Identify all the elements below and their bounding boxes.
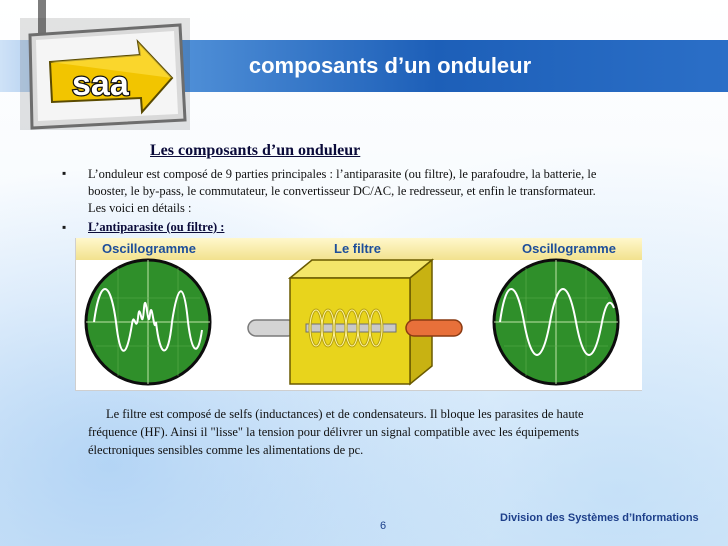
input-rod: [248, 320, 296, 336]
diagram-label-output: Oscillogramme: [522, 241, 616, 256]
output-rod: [406, 320, 462, 336]
diagram-label-input: Oscillogramme: [102, 241, 196, 256]
description-text: Le filtre est composé de selfs (inductances) et de condensateurs. Il bloque les parasites de haute: [106, 407, 584, 421]
logo-text: saa: [72, 65, 129, 103]
bullet-marker: [62, 166, 72, 176]
diagram-graphic: [76, 238, 642, 390]
subsection-heading: L’antiparasite (ou filtre) :: [88, 220, 225, 234]
intro-line: booster, le by-pass, le commutateur, le convertisseur DC/AC, le redresseur, et enfin le transformateur.: [88, 184, 596, 198]
section-heading: Les composants d’un onduleur: [150, 142, 361, 159]
diagram-label-filter: Le filtre: [334, 241, 381, 256]
filter-description: [88, 405, 668, 459]
input-oscilloscope: [86, 260, 210, 384]
description-line: fréquence (HF). Ainsi il "lisse" la tension pour délivrer un signal compatible avec les équipements: [88, 425, 579, 439]
description-line: [88, 405, 668, 423]
output-oscilloscope: [494, 260, 618, 384]
page-number: 6: [380, 520, 387, 532]
slide-title: composants d’un onduleur: [248, 53, 532, 78]
bullet-marker: [62, 220, 72, 230]
intro-line: L’onduleur est composé de 9 parties principales : l’antiparasite (ou filtre), le parafoudre, la batterie, le: [88, 167, 597, 181]
intro-line: Les voici en détails :: [88, 201, 192, 215]
filter-diagram: [75, 238, 642, 391]
description-line: électroniques sensibles comme les alimentations de pc.: [88, 443, 364, 457]
footer-division: Division des Systèmes d’Informations: [500, 512, 699, 524]
intro-paragraph: [88, 166, 688, 217]
